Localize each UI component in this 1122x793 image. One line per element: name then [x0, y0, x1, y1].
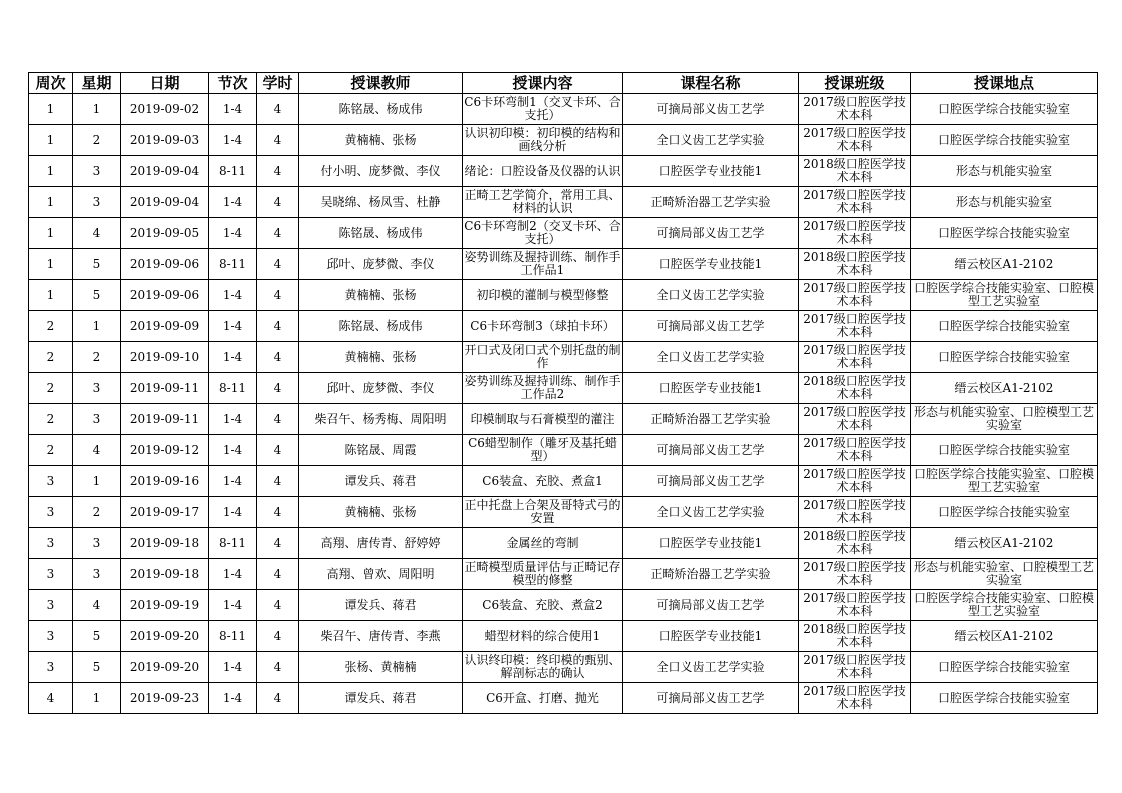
class-cell: 2017级口腔医学技术本科: [799, 125, 911, 156]
course-cell: 口腔医学专业技能1: [623, 528, 799, 559]
day-cell: 3: [73, 404, 121, 435]
period-cell: 1-4: [209, 652, 257, 683]
location-cell: 口腔医学综合技能实验室、口腔模型工艺实验室: [911, 590, 1098, 621]
course-cell: 可摘局部义齿工艺学: [623, 218, 799, 249]
content-cell: 认识终印模：终印模的甄别、解剖标志的确认: [463, 652, 623, 683]
period-cell: 8-11: [209, 156, 257, 187]
table-row: [29, 466, 1098, 497]
day-cell: 2: [73, 342, 121, 373]
class-cell: 2018级口腔医学技术本科: [799, 156, 911, 187]
date-header: 日期: [121, 73, 209, 94]
date-cell: 2019-09-17: [121, 497, 209, 528]
teacher-cell: 陈铭晟、周霞: [299, 435, 463, 466]
teacher-cell: 吴晓绵、杨凤雪、杜静: [299, 187, 463, 218]
teacher-cell: 黄楠楠、张杨: [299, 497, 463, 528]
day-cell: 2: [73, 497, 121, 528]
hours-cell: 4: [257, 497, 299, 528]
class-header: 授课班级: [799, 73, 911, 94]
week-cell: 1: [29, 187, 73, 218]
date-cell: 2019-09-18: [121, 559, 209, 590]
date-cell: 2019-09-06: [121, 249, 209, 280]
period-header: 节次: [209, 73, 257, 94]
location-cell: 缙云校区A1-2102: [911, 621, 1098, 652]
day-cell: 3: [73, 559, 121, 590]
class-cell: 2017级口腔医学技术本科: [799, 652, 911, 683]
course-cell: 正畸矫治器工艺学实验: [623, 559, 799, 590]
content-header: 授课内容: [463, 73, 623, 94]
day-cell: 5: [73, 280, 121, 311]
class-cell: 2017级口腔医学技术本科: [799, 590, 911, 621]
teacher-cell: 柴召午、杨秀梅、周阳明: [299, 404, 463, 435]
content-cell: 认识初印模：初印模的结构和画线分析: [463, 125, 623, 156]
teacher-cell: 陈铭晟、杨成伟: [299, 94, 463, 125]
content-cell: C6卡环弯制1（交叉卡环、合支托）: [463, 94, 623, 125]
table-row: [29, 249, 1098, 280]
hours-cell: 4: [257, 466, 299, 497]
content-cell: C6卡环弯制2（交叉卡环、合支托）: [463, 218, 623, 249]
period-cell: 1-4: [209, 497, 257, 528]
content-cell: 正畸模型质量评估与正畸记存模型的修整: [463, 559, 623, 590]
content-cell: C6蜡型制作（雕牙及基托蜡型）: [463, 435, 623, 466]
week-cell: 1: [29, 249, 73, 280]
location-cell: 口腔医学综合技能实验室: [911, 311, 1098, 342]
week-cell: 1: [29, 156, 73, 187]
period-cell: 1-4: [209, 435, 257, 466]
period-cell: 1-4: [209, 311, 257, 342]
location-cell: 口腔医学综合技能实验室: [911, 342, 1098, 373]
content-cell: 印模制取与石膏模型的灌注: [463, 404, 623, 435]
content-cell: 绪论：口腔设备及仪器的认识: [463, 156, 623, 187]
class-cell: 2017级口腔医学技术本科: [799, 342, 911, 373]
period-cell: 1-4: [209, 187, 257, 218]
day-cell: 1: [73, 466, 121, 497]
hours-cell: 4: [257, 280, 299, 311]
day-cell: 5: [73, 652, 121, 683]
date-cell: 2019-09-04: [121, 187, 209, 218]
date-cell: 2019-09-20: [121, 652, 209, 683]
day-cell: 2: [73, 125, 121, 156]
location-cell: 口腔医学综合技能实验室: [911, 218, 1098, 249]
date-cell: 2019-09-18: [121, 528, 209, 559]
week-cell: 1: [29, 125, 73, 156]
week-cell: 4: [29, 683, 73, 714]
table-row: [29, 373, 1098, 404]
date-cell: 2019-09-04: [121, 156, 209, 187]
course-cell: 正畸矫治器工艺学实验: [623, 404, 799, 435]
content-cell: C6卡环弯制3（球拍卡环）: [463, 311, 623, 342]
day-cell: 5: [73, 249, 121, 280]
teacher-cell: 黄楠楠、张杨: [299, 342, 463, 373]
location-cell: 缙云校区A1-2102: [911, 249, 1098, 280]
hours-header: 学时: [257, 73, 299, 94]
period-cell: 1-4: [209, 342, 257, 373]
table-row: [29, 94, 1098, 125]
week-header: 周次: [29, 73, 73, 94]
week-cell: 1: [29, 280, 73, 311]
day-cell: 1: [73, 683, 121, 714]
hours-cell: 4: [257, 435, 299, 466]
course-cell: 口腔医学专业技能1: [623, 373, 799, 404]
class-cell: 2018级口腔医学技术本科: [799, 621, 911, 652]
week-cell: 3: [29, 559, 73, 590]
course-cell: 全口义齿工艺学实验: [623, 280, 799, 311]
period-cell: 1-4: [209, 218, 257, 249]
course-cell: 全口义齿工艺学实验: [623, 342, 799, 373]
hours-cell: 4: [257, 621, 299, 652]
location-cell: 口腔医学综合技能实验室: [911, 94, 1098, 125]
location-cell: 口腔医学综合技能实验室: [911, 683, 1098, 714]
period-cell: 1-4: [209, 559, 257, 590]
period-cell: 1-4: [209, 94, 257, 125]
date-cell: 2019-09-23: [121, 683, 209, 714]
day-cell: 1: [73, 311, 121, 342]
table-row: [29, 156, 1098, 187]
course-cell: 可摘局部义齿工艺学: [623, 94, 799, 125]
location-cell: 口腔医学综合技能实验室、口腔模型工艺实验室: [911, 280, 1098, 311]
location-cell: 形态与机能实验室: [911, 156, 1098, 187]
date-cell: 2019-09-16: [121, 466, 209, 497]
hours-cell: 4: [257, 218, 299, 249]
week-cell: 1: [29, 218, 73, 249]
class-cell: 2018级口腔医学技术本科: [799, 373, 911, 404]
class-cell: 2017级口腔医学技术本科: [799, 311, 911, 342]
week-cell: 2: [29, 342, 73, 373]
course-cell: 可摘局部义齿工艺学: [623, 590, 799, 621]
class-cell: 2017级口腔医学技术本科: [799, 94, 911, 125]
date-cell: 2019-09-02: [121, 94, 209, 125]
table-row: [29, 590, 1098, 621]
table-row: [29, 280, 1098, 311]
day-cell: 4: [73, 218, 121, 249]
date-cell: 2019-09-12: [121, 435, 209, 466]
day-cell: 4: [73, 435, 121, 466]
hours-cell: 4: [257, 311, 299, 342]
table-row: [29, 435, 1098, 466]
day-cell: 3: [73, 187, 121, 218]
period-cell: 1-4: [209, 590, 257, 621]
teacher-header: 授课教师: [299, 73, 463, 94]
period-cell: 8-11: [209, 249, 257, 280]
class-cell: 2017级口腔医学技术本科: [799, 218, 911, 249]
content-cell: C6装盒、充胶、煮盒1: [463, 466, 623, 497]
week-cell: 3: [29, 590, 73, 621]
teacher-cell: 谭发兵、蒋君: [299, 590, 463, 621]
table-row: [29, 497, 1098, 528]
course-cell: 可摘局部义齿工艺学: [623, 435, 799, 466]
location-cell: 口腔医学综合技能实验室、口腔模型工艺实验室: [911, 466, 1098, 497]
header-row: [29, 73, 1098, 94]
hours-cell: 4: [257, 249, 299, 280]
class-cell: 2018级口腔医学技术本科: [799, 528, 911, 559]
day-cell: 3: [73, 528, 121, 559]
teacher-cell: 高翔、曾欢、周阳明: [299, 559, 463, 590]
date-cell: 2019-09-05: [121, 218, 209, 249]
hours-cell: 4: [257, 404, 299, 435]
table-row: [29, 311, 1098, 342]
class-cell: 2017级口腔医学技术本科: [799, 404, 911, 435]
date-cell: 2019-09-09: [121, 311, 209, 342]
hours-cell: 4: [257, 590, 299, 621]
teacher-cell: 邱叶、庞梦微、李仪: [299, 373, 463, 404]
week-cell: 2: [29, 311, 73, 342]
location-cell: 形态与机能实验室: [911, 187, 1098, 218]
day-cell: 3: [73, 156, 121, 187]
teacher-cell: 柴召午、唐传青、李燕: [299, 621, 463, 652]
class-cell: 2017级口腔医学技术本科: [799, 466, 911, 497]
table-row: [29, 218, 1098, 249]
table-row: [29, 559, 1098, 590]
date-cell: 2019-09-19: [121, 590, 209, 621]
content-cell: C6装盒、充胶、煮盒2: [463, 590, 623, 621]
course-cell: 可摘局部义齿工艺学: [623, 466, 799, 497]
location-cell: 缙云校区A1-2102: [911, 373, 1098, 404]
course-cell: 可摘局部义齿工艺学: [623, 683, 799, 714]
table-row: [29, 621, 1098, 652]
date-cell: 2019-09-03: [121, 125, 209, 156]
period-cell: 8-11: [209, 528, 257, 559]
week-cell: 2: [29, 404, 73, 435]
period-cell: 8-11: [209, 621, 257, 652]
content-cell: 正畸工艺学简介，常用工具、材料的认识: [463, 187, 623, 218]
course-cell: 口腔医学专业技能1: [623, 156, 799, 187]
table-row: [29, 652, 1098, 683]
table-body: [29, 94, 1098, 714]
period-cell: 1-4: [209, 280, 257, 311]
class-cell: 2017级口腔医学技术本科: [799, 187, 911, 218]
hours-cell: 4: [257, 94, 299, 125]
table-row: [29, 187, 1098, 218]
class-cell: 2017级口腔医学技术本科: [799, 435, 911, 466]
course-cell: 可摘局部义齿工艺学: [623, 311, 799, 342]
hours-cell: 4: [257, 652, 299, 683]
location-cell: 口腔医学综合技能实验室: [911, 652, 1098, 683]
teacher-cell: 邱叶、庞梦微、李仪: [299, 249, 463, 280]
course-cell: 口腔医学专业技能1: [623, 249, 799, 280]
week-cell: 3: [29, 528, 73, 559]
content-cell: 姿势训练及握持训练、制作手工作品2: [463, 373, 623, 404]
period-cell: 1-4: [209, 683, 257, 714]
course-cell: 口腔医学专业技能1: [623, 621, 799, 652]
day-cell: 5: [73, 621, 121, 652]
day-cell: 3: [73, 373, 121, 404]
hours-cell: 4: [257, 528, 299, 559]
content-cell: 初印模的灌制与模型修整: [463, 280, 623, 311]
hours-cell: 4: [257, 156, 299, 187]
content-cell: 金属丝的弯制: [463, 528, 623, 559]
day-cell: 1: [73, 94, 121, 125]
table-row: [29, 683, 1098, 714]
date-cell: 2019-09-06: [121, 280, 209, 311]
teacher-cell: 高翔、唐传青、舒婷婷: [299, 528, 463, 559]
week-cell: 3: [29, 652, 73, 683]
hours-cell: 4: [257, 683, 299, 714]
teacher-cell: 付小明、庞梦微、李仪: [299, 156, 463, 187]
location-cell: 形态与机能实验室、口腔模型工艺实验室: [911, 404, 1098, 435]
location-cell: 口腔医学综合技能实验室: [911, 435, 1098, 466]
table-row: [29, 342, 1098, 373]
hours-cell: 4: [257, 342, 299, 373]
date-cell: 2019-09-11: [121, 373, 209, 404]
date-cell: 2019-09-10: [121, 342, 209, 373]
content-cell: 蜡型材料的综合使用1: [463, 621, 623, 652]
class-cell: 2017级口腔医学技术本科: [799, 280, 911, 311]
week-cell: 1: [29, 94, 73, 125]
table-row: [29, 125, 1098, 156]
teacher-cell: 黄楠楠、张杨: [299, 125, 463, 156]
table-row: [29, 528, 1098, 559]
location-cell: 口腔医学综合技能实验室: [911, 125, 1098, 156]
content-cell: 姿势训练及握持训练、制作手工作品1: [463, 249, 623, 280]
hours-cell: 4: [257, 187, 299, 218]
course-cell: 全口义齿工艺学实验: [623, 497, 799, 528]
week-cell: 3: [29, 621, 73, 652]
class-cell: 2017级口腔医学技术本科: [799, 683, 911, 714]
week-cell: 3: [29, 497, 73, 528]
content-cell: 开口式及闭口式个别托盘的制作: [463, 342, 623, 373]
period-cell: 1-4: [209, 466, 257, 497]
period-cell: 8-11: [209, 373, 257, 404]
content-cell: 正中托盘上合架及哥特式弓的安置: [463, 497, 623, 528]
teacher-cell: 黄楠楠、张杨: [299, 280, 463, 311]
teacher-cell: 张杨、黄楠楠: [299, 652, 463, 683]
course-cell: 全口义齿工艺学实验: [623, 652, 799, 683]
hours-cell: 4: [257, 373, 299, 404]
teacher-cell: 陈铭晟、杨成伟: [299, 311, 463, 342]
teacher-cell: 陈铭晟、杨成伟: [299, 218, 463, 249]
location-cell: 口腔医学综合技能实验室: [911, 497, 1098, 528]
period-cell: 1-4: [209, 404, 257, 435]
location-cell: 形态与机能实验室、口腔模型工艺实验室: [911, 559, 1098, 590]
week-cell: 3: [29, 466, 73, 497]
week-cell: 2: [29, 435, 73, 466]
location-cell: 缙云校区A1-2102: [911, 528, 1098, 559]
date-cell: 2019-09-11: [121, 404, 209, 435]
class-cell: 2018级口腔医学技术本科: [799, 249, 911, 280]
day-header: 星期: [73, 73, 121, 94]
location-header: 授课地点: [911, 73, 1098, 94]
content-cell: C6开盒、打磨、抛光: [463, 683, 623, 714]
class-cell: 2017级口腔医学技术本科: [799, 497, 911, 528]
course-header: 课程名称: [623, 73, 799, 94]
class-cell: 2017级口腔医学技术本科: [799, 559, 911, 590]
teacher-cell: 谭发兵、蒋君: [299, 683, 463, 714]
course-cell: 正畸矫治器工艺学实验: [623, 187, 799, 218]
teacher-cell: 谭发兵、蒋君: [299, 466, 463, 497]
date-cell: 2019-09-20: [121, 621, 209, 652]
week-cell: 2: [29, 373, 73, 404]
period-cell: 1-4: [209, 125, 257, 156]
hours-cell: 4: [257, 559, 299, 590]
course-cell: 全口义齿工艺学实验: [623, 125, 799, 156]
table-row: [29, 404, 1098, 435]
day-cell: 4: [73, 590, 121, 621]
hours-cell: 4: [257, 125, 299, 156]
course-schedule-table: [28, 72, 1098, 714]
